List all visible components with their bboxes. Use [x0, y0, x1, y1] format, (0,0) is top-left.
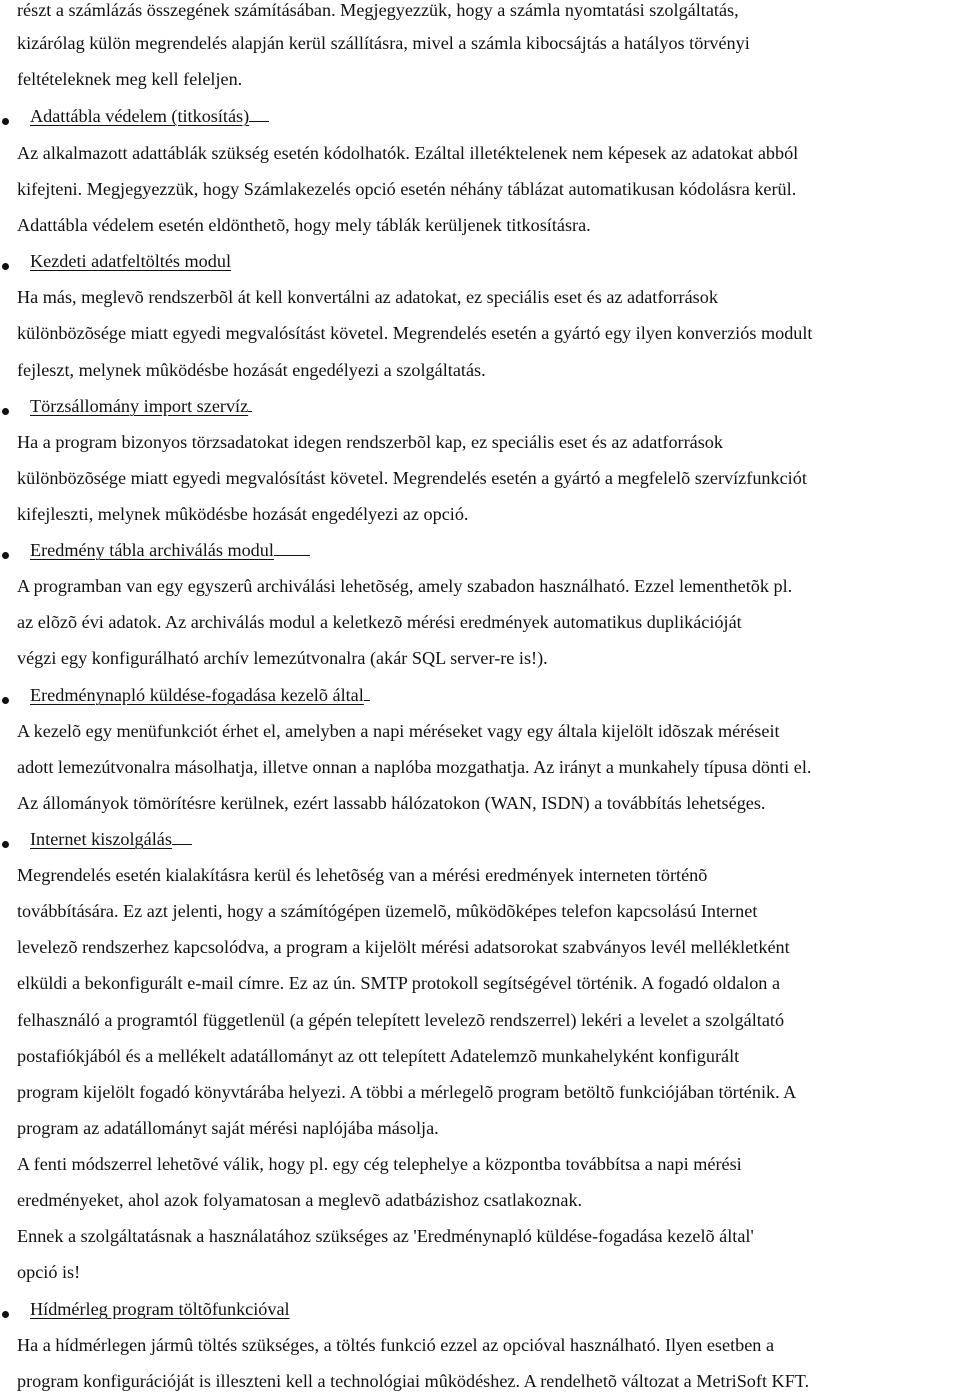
bullet-icon — [2, 552, 9, 559]
section-title: Eredmény tábla archiválás modul — [30, 540, 274, 560]
paragraph-line: felhasználó a programtól függetlenül (a gépén telepített levelezõ rendszerrel) lekéri a levelet a szolgáltató — [17, 1010, 785, 1030]
paragraph-line: Adattábla védelem esetén eldönthetõ, hogy mely táblák kerüljenek titkosításra. — [17, 215, 591, 235]
intro-line: kizárólag külön megrendelés alapján kerül szállításra, mivel a számla kibocsájtás a hatályos törvényi — [17, 33, 750, 53]
section-title: Kezdeti adatfeltöltés modul — [30, 251, 232, 271]
section-title: Törzsállomány import szervíz — [30, 396, 249, 416]
paragraph-line: elküldi a bekonfigurált e-mail címre. Ez az ún. SMTP protokoll segítségével történik. A fogadó oldalon a — [17, 973, 781, 993]
section-heading — [30, 1297, 290, 1321]
section-title: Eredménynapló küldése-fogadása kezelõ által — [30, 685, 364, 705]
intro-line: feltételeknek meg kell feleljen. — [17, 69, 243, 89]
section-heading — [30, 394, 252, 418]
section-heading — [30, 104, 269, 128]
bullet-icon — [2, 1311, 9, 1318]
underline-pad — [249, 104, 269, 122]
section-title: Internet kiszolgálás — [30, 829, 172, 849]
section-title: Hídmérleg program töltõfunkcióval — [30, 1299, 290, 1319]
intro-line: részt a számlázás összegének számításában. Megjegyezzük, hogy a számla nyomtatási szolgáltatás, — [17, 0, 739, 20]
paragraph-line: adott lemezútvonalra másolhatja, illetve onnan a naplóba mozgathatja. Az irányt a munkahely típusa dönti el. — [17, 757, 812, 777]
section-heading — [30, 683, 370, 707]
paragraph-line: Az alkalmazott adattáblák szükség esetén kódolhatók. Ezáltal illetéktelenek nem képesek az adatokat abból — [17, 143, 799, 163]
bullet-icon — [2, 408, 9, 415]
underline-pad — [364, 683, 370, 701]
bullet-icon — [2, 263, 9, 270]
bullet-icon — [2, 841, 9, 848]
underline-pad — [172, 827, 192, 845]
section-heading — [30, 827, 192, 851]
paragraph-line: Ha a program bizonyos törzsadatokat idegen rendszerbõl kap, ez speciális eset és az adatforrások — [17, 432, 723, 452]
paragraph-line: kifejleszti, melynek mûködésbe hozását engedélyezi az opció. — [17, 504, 469, 524]
paragraph-line: továbbítására. Ez azt jelenti, hogy a számítógépen üzemelõ, mûködõképes telefon kapcsolású Internet — [17, 901, 758, 921]
section-heading — [30, 538, 310, 562]
paragraph-line: Megrendelés esetén kialakításra kerül és lehetõség van a mérési eredmények interneten történõ — [17, 865, 708, 885]
section-title: Adattábla védelem (titkosítás) — [30, 106, 250, 126]
paragraph-line: program konfigurációját is illeszteni kell a technológiai mûködéshez. A rendelhetõ változat a MetriSoft KFT. — [17, 1371, 810, 1391]
paragraph-line: végzi egy konfigurálható archív lemezútvonalra (akár SQL server-re is!). — [17, 648, 548, 668]
paragraph-line: levelezõ rendszerhez kapcsolódva, a program a kijelölt mérési adatsorokat szabványos levél mellékletként — [17, 937, 790, 957]
paragraph-line: Az állományok tömörítésre kerülnek, ezért lassabb hálózatokon (WAN, ISDN) a továbbítás lehetséges. — [17, 793, 766, 813]
paragraph-line: postafiókjából és a mellékelt adatállományt az ott telepített Adatelemzõ munkahelyként konfigurált — [17, 1046, 740, 1066]
paragraph-line: Ennek a szolgáltatásnak a használatához szükséges az 'Eredménynapló küldése-fogadása kezelõ által' — [17, 1226, 754, 1246]
paragraph-line: Ha a hídmérlegen jármû töltés szükséges, a töltés funkció ezzel az opcióval használható. Ilyen esetben a — [17, 1335, 775, 1355]
paragraph-line: Ha más, meglevõ rendszerbõl át kell konvertálni az adatokat, ez speciális eset és az adatforrások — [17, 287, 718, 307]
paragraph-line: kifejteni. Megjegyezzük, hogy Számlakezelés opció esetén néhány táblázat automatikusan kódolásra kerül. — [17, 179, 797, 199]
section-heading — [30, 249, 231, 273]
paragraph-line: A fenti módszerrel lehetõvé válik, hogy pl. egy cég telephelye a központba továbbítsa a napi mérési — [17, 1154, 742, 1174]
paragraph-line: eredményeket, ahol azok folyamatosan a meglevõ adatbázishoz csatlakoznak. — [17, 1190, 583, 1210]
underline-pad — [248, 394, 252, 412]
paragraph-line: program kijelölt fogadó könyvtárába helyezi. A többi a mérlegelõ program betöltõ funkciójában történik. A — [17, 1082, 797, 1102]
underline-pad — [274, 538, 310, 556]
paragraph-line: az elõzõ évi adatok. Az archiválás modul a keletkezõ mérési eredmények automatikus duplikációját — [17, 612, 742, 632]
bullet-icon — [2, 118, 9, 125]
paragraph-line: opció is! — [17, 1262, 81, 1282]
paragraph-line: különbözõsége miatt egyedi megvalósítást követel. Megrendelés esetén a gyártó egy ilyen konverziós modult — [17, 323, 813, 343]
bullet-icon — [2, 697, 9, 704]
paragraph-line: A programban van egy egyszerû archiválási lehetõség, amely szabadon használható. Ezzel lementhetõk pl. — [17, 576, 793, 596]
paragraph-line: különbözõsége miatt egyedi megvalósítást követel. Megrendelés esetén a gyártó a megfelelõ szervízfunkciót — [17, 468, 807, 488]
paragraph-line: fejleszt, melynek mûködésbe hozását engedélyezi a szolgáltatás. — [17, 360, 486, 380]
paragraph-line: program az adatállományt saját mérési naplójába másolja. — [17, 1118, 439, 1138]
paragraph-line: A kezelõ egy menüfunkciót érhet el, amelyben a napi méréseket vagy egy általa kijelölt idõszak méréseit — [17, 721, 780, 741]
